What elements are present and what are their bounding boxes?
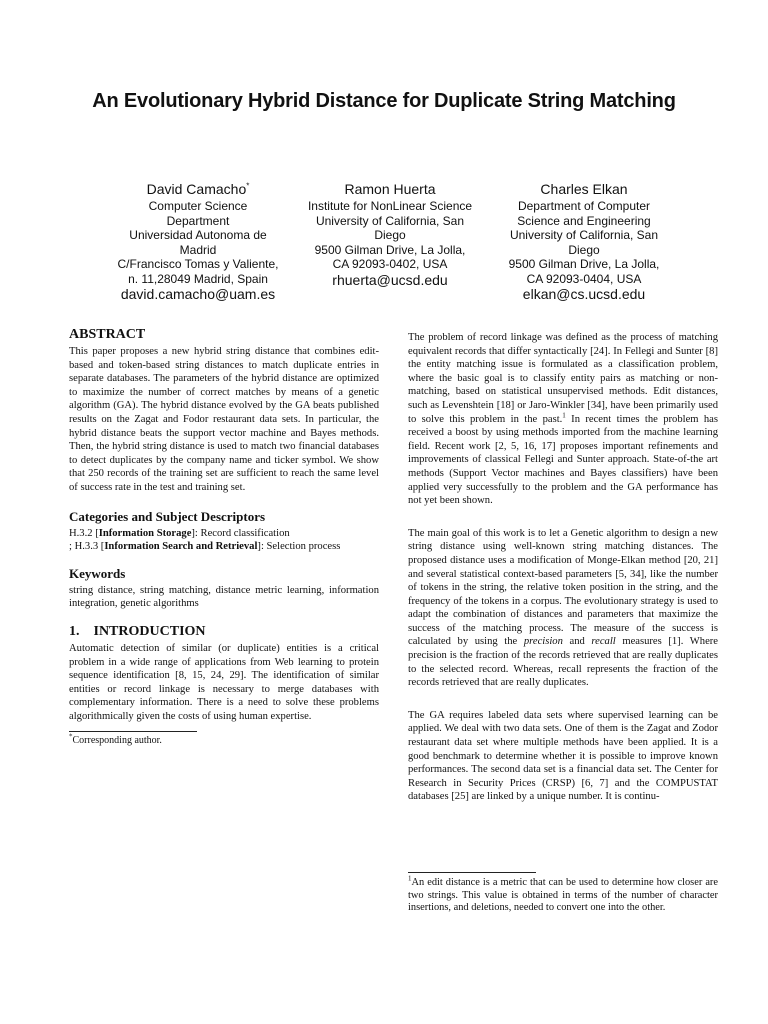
author-block-elkan: [484, 180, 684, 302]
author-block-huerta: [290, 180, 490, 288]
author-name: Ramon Huerta: [344, 181, 436, 197]
footnote-rule: [69, 731, 197, 732]
affiliation-line: University of California, San: [509, 228, 659, 242]
author-email: elkan@cs.ucsd.edu: [522, 286, 646, 302]
affiliation-line: University of California, San: [315, 213, 465, 228]
keywords-text: string distance, string matching, distance metric learning, information integration, genetic algorithms: [69, 584, 379, 610]
introduction-text: Automatic detection of similar (or duplicate) entities is a critical problem in a wide range of applications from Web learning to protein sequence identification [8, 15, 24, 29]. The identification of similar entities or record linkage is necessary to merge databases with complementary information. There is a need to solve these problems algorithmically given the costs of using human expertise.: [69, 642, 379, 722]
abstract-heading: ABSTRACT: [69, 327, 146, 342]
affiliation-line: CA 92093-0402, USA: [332, 257, 448, 271]
paper-title: An Evolutionary Hybrid Distance for Duplicate String Matching: [92, 90, 676, 112]
intro-paragraph-3: The GA requires labeled data sets where supervised learning can be applied. We deal with two data sets. One of them is the Zagat and Zodor restaurant data set where multiple methods have been applied. It is a good benchmark to determine whether it is possible to improve known performances. The second data set is a financial data set. The Center for Research in Security Prices (CRSP) [6, 7] and the COMPUSTAT databases [25] are linked by a unique number. It is continu-: [408, 709, 718, 803]
affiliation-line: n. 11,28049 Madrid, Spain: [128, 271, 268, 286]
affiliation-line: 9500 Gilman Drive, La Jolla,: [314, 242, 466, 257]
footnote-reference: 1: [562, 411, 566, 420]
author-email: david.camacho@uam.es: [120, 286, 276, 302]
footnote-edit-distance: $^1$An edit distance is a metric that can be used to determine how closer are two strings. This value is obtained in terms of the number of character insertions, and deletions, needed to convert one into the other.: [408, 872, 718, 915]
affiliation-line: Department: [166, 213, 230, 228]
footnote-rule: [408, 872, 536, 873]
author-name: Charles Elkan: [540, 181, 628, 197]
abstract-text: This paper proposes a new hybrid string distance that combines edit-based and token-based string distances to match duplicate entries in separate databases. The parameters of the hybrid distance are optimized to maximize the number of correct matches by means of a genetic algorithm (GA). The hybrid distance evolved by the GA beats published results on the Zagat and Fodor restaurant data sets. In particular, the hybrid distance beats the support vector machine and Bayes methods. Then, the hybrid string distance is used to match two financial databases to detect duplicates by the company name and ticker symbol. We show that 250 records of the training set are sufficient to reach the same level of success rate in the test and training set.: [69, 346, 379, 493]
affiliation-line: C/Francisco Tomas y Valiente,: [117, 257, 279, 271]
keywords-heading: Keywords: [69, 565, 126, 581]
left-column: [69, 326, 379, 748]
affiliation-line: CA 92093-0404, USA: [526, 271, 642, 286]
affiliation-line: Department of Computer: [517, 199, 651, 213]
intro-paragraph-2: The main goal of this work is to let a Genetic algorithm to design a new string distance using well-known string matching distances. The proposed distance uses a modification of Monge-Elkan method [20, 21] and several statistical context-based parameters [5, 34], like the number of tokens in the string, the relative token position in the string, and the frequency of the tokens in a corpus. The evolutionary strategy is used to adapt the combination of distances and parameters that maximize the success of the matching process. The measure of the success is calculated by using the precision and recall measures [1]. Where precision is the fraction of the records retrieved that are really duplicates to the selected record. Whereas, recall represents the fraction of the records retrieved that are really duplicates.: [408, 527, 718, 689]
right-column: [408, 331, 718, 804]
intro-paragraph-1: The problem of record linkage was defined as the process of matching equivalent records that differ syntactically [24]. In Fellegi and Sunter [8] the entity matching issue is formulated as a classification problem, where the basic goal is to classify entity pairs as matching or non-matching, based on statistical unsupervised methods. Edit distances, such as Levenshtein [18] or Jaro-Winkler [34], have been primarily used to solve this problem in the past.$^1$ In recent times the problem has received a boost by using methods imported from the machine learning field. Recent work [2, 5, 16, 17] proposes important refinements and improvements of classical Fellegi and Sunter approach. State-of-the art methods (Support Vector machines and Bayes classifiers) have been applied very successfully to the problem and the GA performance has not yet been shown.: [408, 332, 718, 507]
affiliation-line: Diego: [568, 242, 600, 257]
affiliation-line: Universidad Autonoma de: [129, 228, 267, 242]
affiliation-line: Science and Engineering: [517, 213, 651, 228]
affiliation-line: Madrid: [179, 242, 217, 257]
affiliation-line: Computer Science: [148, 199, 248, 213]
author-email: rhuerta@ucsd.edu: [332, 271, 448, 288]
introduction-heading: 1. INTRODUCTION: [69, 623, 206, 639]
author-name: David Camacho*: [146, 181, 250, 197]
affiliation-line: 9500 Gilman Drive, La Jolla,: [508, 257, 660, 271]
author-block-camacho: [98, 180, 298, 302]
affiliation-line: Diego: [374, 228, 406, 242]
author-footnote-marker: *: [246, 181, 250, 191]
categories-heading: Categories and Subject Descriptors: [69, 508, 266, 524]
categories-text: H.3.2 [Information Storage]: Record classification ; H.3.3 [Information Search and Retrieval]: Selection process: [69, 527, 341, 553]
affiliation-line: Institute for NonLinear Science: [307, 199, 473, 213]
footnote-corresponding-author: *Corresponding author.: [69, 733, 162, 747]
